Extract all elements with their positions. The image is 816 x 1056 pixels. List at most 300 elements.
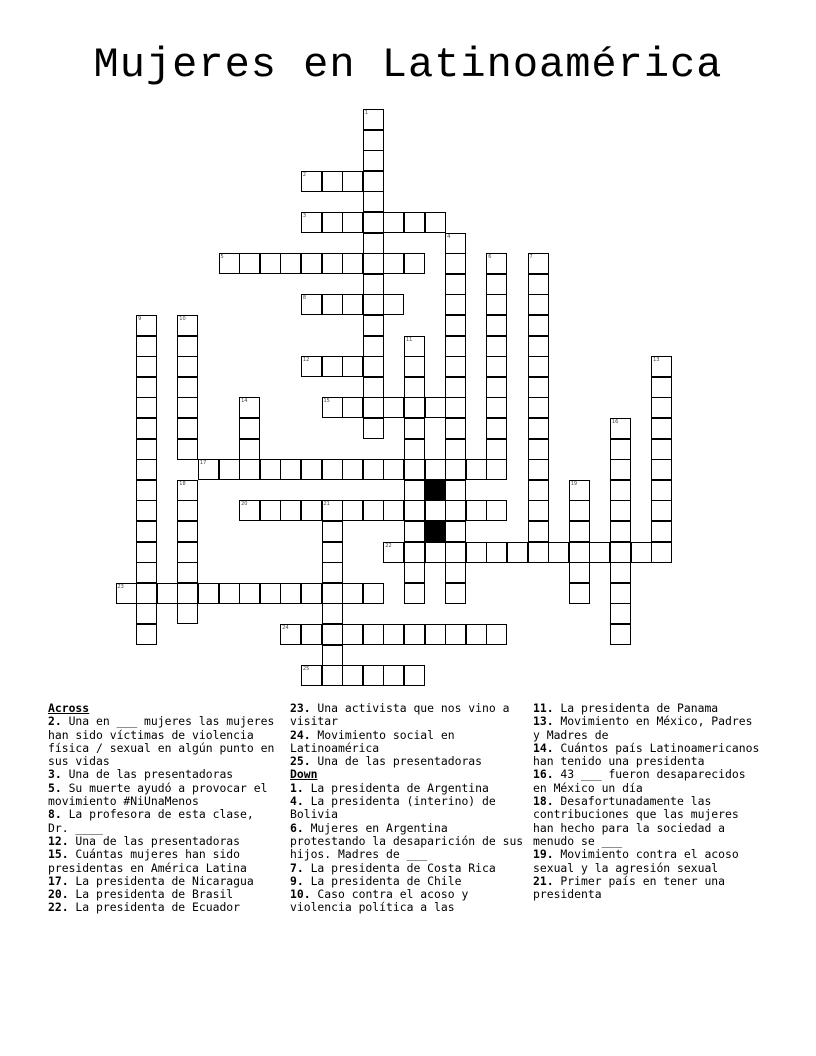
grid-cell[interactable]	[404, 212, 425, 233]
grid-cell[interactable]	[445, 624, 466, 645]
grid-cell[interactable]	[383, 624, 404, 645]
grid-cell[interactable]	[301, 624, 322, 645]
grid-cell[interactable]	[445, 521, 466, 542]
grid-cell[interactable]	[486, 542, 507, 563]
grid-cell[interactable]	[342, 171, 363, 192]
grid-cell[interactable]	[116, 583, 137, 604]
grid-cell[interactable]	[486, 253, 507, 274]
clue-number: 10.	[290, 887, 311, 902]
clue-number: 8	[302, 295, 307, 302]
grid-cell[interactable]	[569, 480, 590, 501]
grid-cell[interactable]	[404, 624, 425, 645]
grid-cell[interactable]	[528, 253, 549, 274]
grid-cell[interactable]	[651, 418, 672, 439]
clue-text: Una de las presentadoras	[61, 767, 234, 782]
grid-cell[interactable]	[280, 624, 301, 645]
grid-cell[interactable]	[610, 583, 631, 604]
grid-cell[interactable]	[177, 480, 198, 501]
grid-cell[interactable]	[610, 500, 631, 521]
grid-cell[interactable]	[177, 583, 198, 604]
grid-cell[interactable]	[466, 459, 487, 480]
grid-cell[interactable]	[404, 356, 425, 377]
clue-number: 13.	[533, 714, 554, 729]
grid-cell[interactable]	[445, 500, 466, 521]
clue-number: 15	[323, 398, 330, 405]
grid-cell[interactable]	[445, 418, 466, 439]
grid-cell[interactable]	[610, 459, 631, 480]
grid-cell[interactable]	[466, 624, 487, 645]
grid-cell[interactable]	[239, 439, 260, 460]
grid-cell[interactable]	[198, 583, 219, 604]
grid-cell[interactable]	[486, 294, 507, 315]
clue-text: Una de las presentadoras	[68, 833, 241, 848]
grid-cell[interactable]	[239, 583, 260, 604]
grid-cell[interactable]	[610, 624, 631, 645]
grid-cell[interactable]	[631, 542, 652, 563]
grid-cell[interactable]	[322, 665, 343, 686]
grid-cell[interactable]	[363, 150, 384, 171]
grid-cell[interactable]	[589, 542, 610, 563]
grid-cell[interactable]	[383, 253, 404, 274]
clue-number: 15.	[48, 847, 69, 862]
grid-cell[interactable]	[239, 397, 260, 418]
grid-cell[interactable]	[136, 459, 157, 480]
grid-cell[interactable]	[322, 356, 343, 377]
grid-cell[interactable]	[507, 542, 528, 563]
grid-cell[interactable]	[322, 294, 343, 315]
grid-cell[interactable]	[425, 212, 446, 233]
clue-text: 43 ___ fueron desaparecidos en México un día	[533, 767, 746, 795]
grid-cell[interactable]	[322, 645, 343, 666]
clue-number: 5	[220, 254, 224, 261]
grid-cell[interactable]	[404, 377, 425, 398]
grid-cell[interactable]	[136, 336, 157, 357]
clue-text: La presidenta de Nicaragua	[68, 873, 254, 888]
grid-cell[interactable]	[651, 542, 672, 563]
grid-cell[interactable]	[445, 294, 466, 315]
grid-cell[interactable]	[239, 418, 260, 439]
clue-item	[533, 848, 765, 875]
grid-cell[interactable]	[363, 500, 384, 521]
grid-cell[interactable]	[445, 459, 466, 480]
puzzle-title: Mujeres en Latinoamérica	[93, 41, 723, 89]
grid-cell[interactable]	[136, 480, 157, 501]
grid-cell[interactable]	[342, 253, 363, 274]
clue-item	[290, 782, 526, 795]
grid-cell[interactable]	[445, 356, 466, 377]
grid-cell[interactable]	[569, 521, 590, 542]
grid-cell[interactable]	[239, 500, 260, 521]
grid-cell[interactable]	[342, 212, 363, 233]
grid-cell[interactable]	[342, 397, 363, 418]
grid-cell[interactable]	[651, 459, 672, 480]
clue-text: La presidenta (interino) de Bolivia	[290, 794, 496, 822]
clue-number: 25.	[290, 754, 311, 769]
grid-cell[interactable]	[404, 480, 425, 501]
clue-number: 3	[302, 213, 307, 219]
grid-cell[interactable]	[136, 562, 157, 583]
grid-cell[interactable]	[136, 397, 157, 418]
grid-cell[interactable]	[219, 459, 240, 480]
grid-cell[interactable]	[363, 459, 384, 480]
clue-number: 2.	[48, 714, 62, 729]
grid-cell[interactable]	[610, 521, 631, 542]
grid-cell[interactable]	[322, 459, 343, 480]
clue-text: Caso contra el acoso y violencia política a las	[290, 887, 469, 915]
grid-cell[interactable]	[569, 583, 590, 604]
grid-cell[interactable]	[383, 542, 404, 563]
grid-cell[interactable]	[383, 397, 404, 418]
grid-cell[interactable]	[445, 315, 466, 336]
grid-cell[interactable]	[404, 253, 425, 274]
clue-text: La profesora de esta clase, Dr. ____	[48, 807, 254, 835]
grid-cell[interactable]	[363, 130, 384, 151]
grid-cell[interactable]	[610, 562, 631, 583]
grid-cell[interactable]	[177, 439, 198, 460]
grid-cell[interactable]	[239, 459, 260, 480]
grid-cell[interactable]	[445, 439, 466, 460]
grid-cell[interactable]	[486, 315, 507, 336]
clue-number: 17	[199, 460, 207, 467]
grid-cell[interactable]	[342, 294, 363, 315]
grid-cell[interactable]	[219, 583, 240, 604]
grid-cell[interactable]	[404, 665, 425, 686]
grid-cell[interactable]	[322, 171, 343, 192]
grid-cell[interactable]	[260, 459, 281, 480]
black-square	[425, 480, 446, 501]
clue-number: 21	[323, 501, 330, 508]
clue-number: 6	[488, 254, 492, 261]
grid-cell[interactable]	[136, 583, 157, 604]
grid-cell[interactable]	[136, 603, 157, 624]
grid-cell[interactable]	[486, 356, 507, 377]
grid-cell[interactable]	[219, 253, 240, 274]
grid-cell[interactable]	[610, 480, 631, 501]
grid-cell[interactable]	[445, 542, 466, 563]
grid-cell[interactable]	[136, 521, 157, 542]
grid-cell[interactable]	[486, 336, 507, 357]
grid-cell[interactable]	[301, 212, 322, 233]
grid-cell[interactable]	[363, 418, 384, 439]
grid-cell[interactable]	[445, 480, 466, 501]
grid-cell[interactable]	[651, 377, 672, 398]
clue-number: 2	[302, 171, 307, 178]
grid-cell[interactable]	[322, 624, 343, 645]
grid-cell[interactable]	[651, 500, 672, 521]
grid-cell[interactable]	[404, 583, 425, 604]
clue-text: Movimiento en México, Padres y Madres de	[533, 714, 753, 742]
grid-cell[interactable]	[486, 459, 507, 480]
grid-cell[interactable]	[177, 521, 198, 542]
clue-number: 24.	[290, 727, 311, 742]
grid-cell[interactable]	[466, 500, 487, 521]
grid-cell[interactable]	[136, 542, 157, 563]
clue-text: Una en ___ mujeres las mujeres han sido víctimas de violencia física / sexual en algún punto en sus vidas	[48, 714, 275, 769]
clue-number: 9	[138, 316, 142, 322]
grid-cell[interactable]	[651, 397, 672, 418]
clue-text: Una de las presentadoras	[310, 754, 483, 769]
grid-cell[interactable]	[322, 253, 343, 274]
grid-cell[interactable]	[260, 500, 281, 521]
grid-cell[interactable]	[445, 583, 466, 604]
clue-number: 8.	[48, 807, 62, 822]
clue-item	[290, 702, 526, 729]
clue-number: 11.	[533, 701, 554, 715]
grid-cell[interactable]	[404, 542, 425, 563]
clue-number: 24	[282, 625, 289, 631]
grid-cell[interactable]	[280, 583, 301, 604]
grid-cell[interactable]	[569, 542, 590, 563]
grid-cell[interactable]	[528, 542, 549, 563]
clue-text: Movimiento social en Latinoamérica	[290, 727, 455, 755]
clue-item	[290, 888, 526, 915]
grid-cell[interactable]	[404, 459, 425, 480]
grid-cell[interactable]	[486, 377, 507, 398]
grid-cell[interactable]	[383, 665, 404, 686]
grid-cell[interactable]	[528, 500, 549, 521]
grid-cell[interactable]	[486, 439, 507, 460]
grid-cell[interactable]	[322, 397, 343, 418]
grid-cell[interactable]	[136, 439, 157, 460]
grid-cell[interactable]	[445, 397, 466, 418]
grid-cell[interactable]	[363, 109, 384, 130]
clue-text: Movimiento contra el acoso sexual y la agresión sexual	[533, 847, 739, 875]
clue-number: 11	[405, 336, 413, 343]
grid-cell[interactable]	[363, 315, 384, 336]
grid-cell[interactable]	[301, 356, 322, 377]
grid-cell[interactable]	[569, 562, 590, 583]
grid-cell[interactable]	[569, 500, 590, 521]
clue-text: Cuántos país Latinoamericanos han tenido una presidenta	[533, 740, 760, 769]
grid-cell[interactable]	[301, 459, 322, 480]
clue-item	[290, 822, 526, 862]
clue-item	[48, 715, 280, 768]
grid-cell[interactable]	[342, 459, 363, 480]
grid-cell[interactable]	[363, 274, 384, 295]
grid-cell[interactable]	[363, 397, 384, 418]
grid-cell[interactable]	[136, 356, 157, 377]
grid-cell[interactable]	[177, 356, 198, 377]
grid-cell[interactable]	[528, 377, 549, 398]
clue-item	[48, 888, 280, 901]
grid-cell[interactable]	[177, 418, 198, 439]
grid-cell[interactable]	[425, 397, 446, 418]
grid-cell[interactable]	[528, 418, 549, 439]
clue-text: La presidenta de Chile	[303, 873, 462, 888]
black-square	[425, 521, 446, 542]
grid-cell[interactable]	[322, 562, 343, 583]
clue-item	[533, 768, 765, 795]
grid-cell[interactable]	[610, 542, 631, 563]
grid-cell[interactable]	[383, 294, 404, 315]
grid-cell[interactable]	[651, 521, 672, 542]
grid-cell[interactable]	[651, 439, 672, 460]
grid-cell[interactable]	[404, 521, 425, 542]
grid-cell[interactable]	[528, 315, 549, 336]
grid-cell[interactable]	[528, 336, 549, 357]
grid-cell[interactable]	[342, 665, 363, 686]
clue-text: Mujeres en Argentina protestando la desaparición de sus hijos. Madres de ___	[290, 820, 524, 862]
clue-number: 16	[611, 419, 619, 425]
clue-text: La presidenta de Costa Rica	[303, 860, 496, 875]
grid-cell[interactable]	[177, 542, 198, 563]
clue-item	[533, 702, 765, 715]
clue-number: 6.	[290, 820, 304, 835]
grid-cell[interactable]	[404, 336, 425, 357]
clue-number: 20.	[48, 887, 69, 902]
clue-number: 14	[241, 398, 248, 405]
clue-number: 7	[529, 254, 533, 261]
grid-cell[interactable]	[342, 500, 363, 521]
grid-cell[interactable]	[445, 562, 466, 583]
grid-cell[interactable]	[486, 500, 507, 521]
across-heading: Across	[48, 701, 90, 715]
grid-cell[interactable]	[486, 397, 507, 418]
grid-cell[interactable]	[363, 336, 384, 357]
clue-number: 7.	[290, 860, 304, 875]
grid-cell[interactable]	[404, 562, 425, 583]
grid-cell[interactable]	[363, 212, 384, 233]
grid-cell[interactable]	[136, 624, 157, 645]
grid-cell[interactable]	[177, 315, 198, 336]
grid-cell[interactable]	[322, 603, 343, 624]
grid-cell[interactable]	[528, 274, 549, 295]
clue-number: 13	[653, 357, 660, 364]
grid-cell[interactable]	[486, 418, 507, 439]
grid-cell[interactable]	[548, 542, 569, 563]
grid-cell[interactable]	[301, 253, 322, 274]
grid-cell[interactable]	[177, 603, 198, 624]
grid-cell[interactable]	[363, 233, 384, 254]
clue-number: 9.	[290, 873, 304, 888]
grid-cell[interactable]	[363, 171, 384, 192]
grid-cell[interactable]	[322, 521, 343, 542]
clues-column-1	[48, 702, 280, 915]
clue-item	[533, 875, 765, 902]
grid-cell[interactable]	[528, 356, 549, 377]
grid-cell[interactable]	[301, 500, 322, 521]
grid-cell[interactable]	[445, 377, 466, 398]
grid-cell[interactable]	[177, 500, 198, 521]
grid-cell[interactable]	[363, 191, 384, 212]
grid-cell[interactable]	[342, 583, 363, 604]
grid-cell[interactable]	[528, 439, 549, 460]
grid-cell[interactable]	[466, 542, 487, 563]
clue-number: 16.	[533, 767, 554, 782]
grid-cell[interactable]	[322, 212, 343, 233]
clue-text: La presidenta de Argentina	[303, 780, 489, 795]
grid-cell[interactable]	[301, 294, 322, 315]
clue-number: 19	[570, 480, 578, 487]
grid-cell[interactable]	[610, 418, 631, 439]
grid-cell[interactable]	[177, 377, 198, 398]
grid-cell[interactable]	[260, 583, 281, 604]
grid-cell[interactable]	[383, 459, 404, 480]
grid-cell[interactable]	[486, 624, 507, 645]
grid-cell[interactable]	[363, 624, 384, 645]
grid-cell[interactable]	[301, 171, 322, 192]
grid-cell[interactable]	[445, 253, 466, 274]
clue-item	[290, 795, 526, 822]
clue-number: 1	[364, 110, 368, 116]
grid-cell[interactable]	[363, 583, 384, 604]
clue-item	[48, 901, 280, 914]
grid-cell[interactable]	[363, 665, 384, 686]
grid-cell[interactable]	[363, 356, 384, 377]
grid-cell[interactable]	[136, 418, 157, 439]
grid-cell[interactable]	[342, 356, 363, 377]
grid-cell[interactable]	[425, 624, 446, 645]
grid-cell[interactable]	[280, 253, 301, 274]
grid-cell[interactable]	[404, 397, 425, 418]
clue-item	[290, 729, 526, 756]
grid-cell[interactable]	[383, 500, 404, 521]
grid-cell[interactable]	[136, 377, 157, 398]
grid-cell[interactable]	[486, 274, 507, 295]
grid-cell[interactable]	[425, 459, 446, 480]
grid-cell[interactable]	[528, 521, 549, 542]
grid-cell[interactable]	[363, 377, 384, 398]
grid-cell[interactable]	[301, 583, 322, 604]
grid-cell[interactable]	[610, 439, 631, 460]
grid-cell[interactable]	[610, 603, 631, 624]
grid-cell[interactable]	[425, 500, 446, 521]
clue-item	[290, 875, 526, 888]
clue-number: 23	[117, 583, 124, 590]
clue-text: Una activista que nos vino a visitar	[290, 701, 510, 729]
grid-cell[interactable]	[177, 562, 198, 583]
grid-cell[interactable]	[404, 439, 425, 460]
clue-item	[48, 835, 280, 848]
grid-cell[interactable]	[363, 253, 384, 274]
grid-cell[interactable]	[157, 583, 178, 604]
grid-cell[interactable]	[239, 253, 260, 274]
grid-cell[interactable]	[280, 500, 301, 521]
clue-number: 14.	[533, 740, 554, 755]
grid-cell[interactable]	[404, 418, 425, 439]
grid-cell[interactable]	[651, 480, 672, 501]
grid-cell[interactable]	[322, 500, 343, 521]
grid-cell[interactable]	[301, 665, 322, 686]
grid-cell[interactable]	[322, 542, 343, 563]
grid-cell[interactable]	[651, 356, 672, 377]
grid-cell[interactable]	[260, 253, 281, 274]
grid-cell[interactable]	[528, 397, 549, 418]
grid-cell[interactable]	[198, 459, 219, 480]
grid-cell[interactable]	[425, 542, 446, 563]
grid-cell[interactable]	[322, 583, 343, 604]
clue-number: 4.	[290, 794, 304, 809]
clue-number: 20	[241, 501, 248, 508]
grid-cell[interactable]	[445, 233, 466, 254]
grid-cell[interactable]	[528, 459, 549, 480]
grid-cell[interactable]	[528, 294, 549, 315]
grid-cell[interactable]	[445, 274, 466, 295]
grid-cell[interactable]	[136, 315, 157, 336]
clue-number: 19.	[533, 847, 554, 862]
grid-cell[interactable]	[136, 500, 157, 521]
grid-cell[interactable]	[404, 500, 425, 521]
grid-cell[interactable]	[177, 397, 198, 418]
grid-cell[interactable]	[177, 336, 198, 357]
grid-cell[interactable]	[363, 294, 384, 315]
grid-cell[interactable]	[445, 336, 466, 357]
grid-cell[interactable]	[383, 212, 404, 233]
grid-cell[interactable]	[342, 624, 363, 645]
clue-number: 22.	[48, 900, 69, 915]
grid-cell[interactable]	[280, 459, 301, 480]
grid-cell[interactable]	[528, 480, 549, 501]
